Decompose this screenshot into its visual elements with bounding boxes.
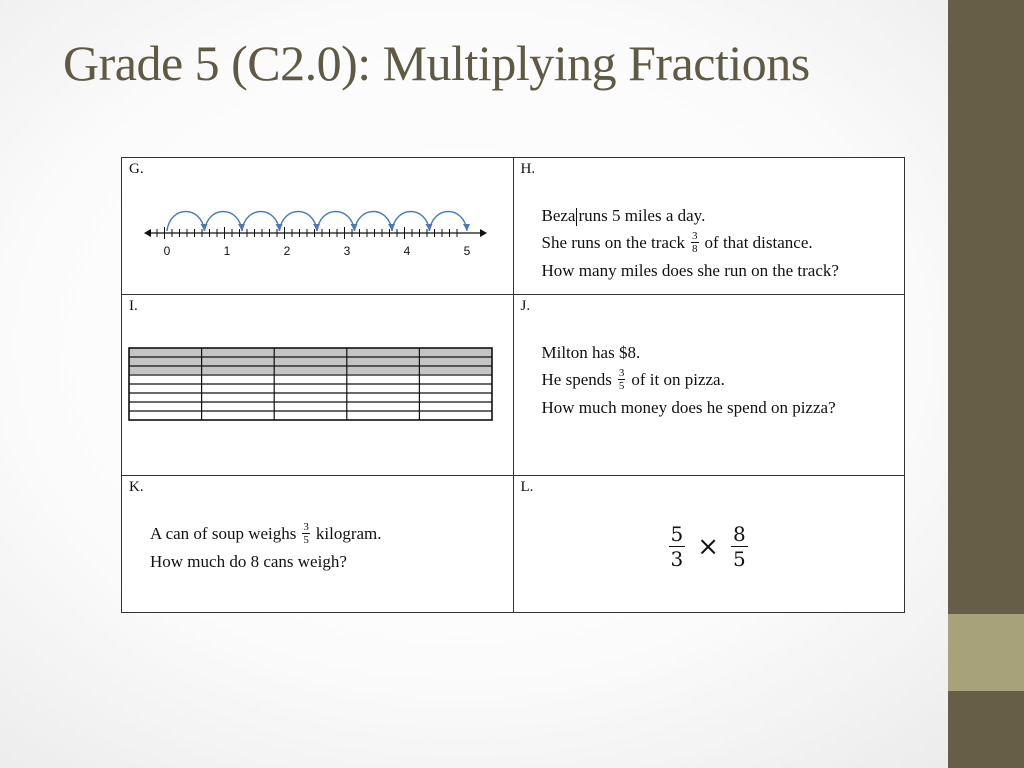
number-line-right-arrow [480,229,487,237]
times-sign: × [697,531,720,562]
jump-arc [167,212,205,232]
tick-label-2: 2 [283,244,291,258]
jump-arc [355,212,393,232]
problem-k-line-2: How much do 8 cans weigh? [150,551,347,571]
tick-label-0: 0 [163,244,171,258]
fraction-5-3: $\frac{5}{3}$ [670,522,684,571]
tick-label-3: 3 [343,244,351,258]
number-line-jump-arcs [167,212,470,232]
jump-arc [205,212,243,232]
fraction-8-5: $\frac{8}{5}$ [733,522,746,571]
cell-h [513,158,905,295]
problem-h-line-2: She runs on the track $\frac{3}{8}$ of that distance. [541,229,813,255]
cell-l [513,476,905,613]
tick-label-1: 1 [223,244,231,258]
cell-letter-i: I. [129,298,138,314]
multiplication-expression [669,522,748,571]
jump-arc [242,212,280,232]
cell-letter-h: H. [520,161,536,177]
jump-arc [430,212,468,232]
problem-k-text [150,520,382,575]
problem-h-text [542,202,839,284]
problem-j-line-3: How much money does he spend on pizza? [541,397,836,417]
fraction-3-5: $\frac{3}{5}$ [618,366,625,392]
cell-letter-j: J. [520,298,531,314]
cell-g [122,158,514,295]
cell-k [122,476,514,613]
cell-letter-l: L. [520,479,534,495]
jump-arc [392,212,430,232]
jump-arc [280,212,318,232]
cell-letter-k: K. [129,479,144,495]
problem-h-line-3: How many miles does she run on the track? [541,260,839,280]
area-model [128,347,494,423]
area-model-shaded-region [129,348,492,374]
number-line-left-arrow [144,229,151,237]
number-line-ticks [157,227,457,239]
sidebar-accent-block [948,614,1024,691]
problem-k-line-1: A can of soup weighs $\frac{3}{5}$ kilogram. [150,520,382,546]
problem-j-line-2: He spends $\frac{3}{5}$ of it on pizza. [541,366,725,392]
problem-j-line-1: Milton has $8. [541,343,641,362]
jump-arc [317,212,355,232]
problem-h-line-1: Beza runs 5 miles a day. [541,206,706,225]
cell-j [513,295,905,476]
fraction-3-5: $\frac{3}{5}$ [303,520,309,546]
problem-j-text [542,339,836,421]
tick-label-4: 4 [403,244,411,258]
cell-i [122,295,514,476]
fraction-3-8: $\frac{3}{8}$ [692,229,698,255]
slide-title: Grade 5 (C2.0): Multiplying Fractions [63,35,810,91]
number-line [144,203,489,268]
problem-grid [121,157,905,613]
jump-arrowhead [463,224,470,231]
cell-letter-g: G. [129,161,144,177]
tick-label-5: 5 [463,244,471,258]
